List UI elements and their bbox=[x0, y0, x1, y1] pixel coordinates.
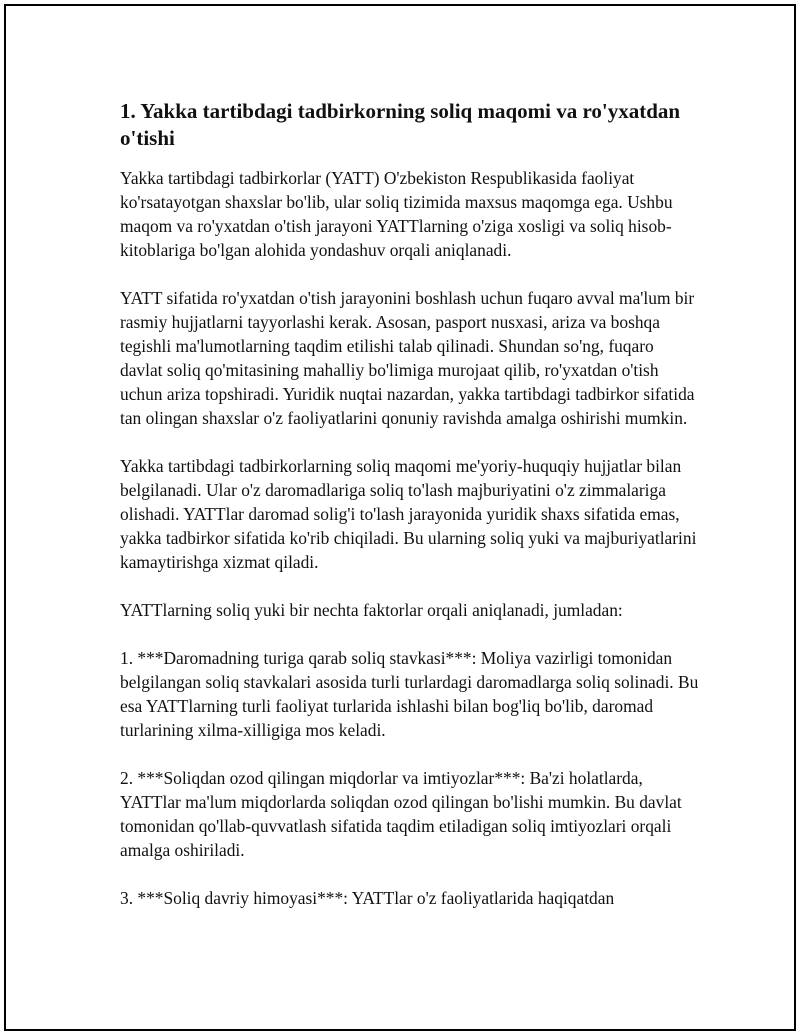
paragraph-intro: Yakka tartibdagi tadbirkorlar (YATT) O'zbekiston Respublikasida faoliyat ko'rsatayotgan shaxslar bo'lib, ular soliq tizimida maxsus maqomga ega. Ushbu maqom va ro'yxatdan o'tish jarayoni YATTlarning o'ziga xosligi va soliq hisob-kitoblariga bo'lgan alohida yondashuv orqali aniqlanadi. bbox=[120, 168, 673, 260]
list-item-periodic-protection: 3. ***Soliq davriy himoyasi***: YATTlar o'z faoliyatlarida haqiqatdan bbox=[120, 888, 615, 908]
list-item-tax-rate: 1. ***Daromadning turiga qarab soliq stavkasi***: Moliya vazirligi tomonidan belgilangan soliq stavkalari asosida turli turlardagi daromadlarga soliq solinadi. Bu esa YATTlarning turli faoliyat turlarida ishlashi bilan bog'liq bo'lib, daromad turlarining xilma-xilligiga mos keladi. bbox=[120, 648, 699, 740]
document-body bbox=[120, 98, 700, 934]
paragraph-registration: YATT sifatida ro'yxatdan o'tish jarayonini boshlash uchun fuqaro avval ma'lum bir rasmiy hujjatlarni tayyorlashi kerak. Asosan, pasport nusxasi, ariza va boshqa tegishli ma'lumotlarning taqdim etilishi talab qilinadi. Shundan so'ng, fuqaro davlat soliq qo'mitasining mahalliy bo'limiga murojaat qilib, ro'yxatdan o'tish uchun ariza topshiradi. Yuridik nuqtai nazardan, yakka tartibdagi tadbirkor sifatida tan olingan shaxslar o'z faoliyatlarini qonuniy ravishda amalga oshirishi mumkin. bbox=[120, 288, 695, 428]
paragraph-tax-burden-intro: YATTlarning soliq yuki bir nechta faktorlar orqali aniqlanadi, jumladan: bbox=[120, 600, 623, 620]
document-page bbox=[4, 4, 796, 1031]
paragraph-tax-status: Yakka tartibdagi tadbirkorlarning soliq maqomi me'yoriy-huquqiy hujjatlar bilan belgilanadi. Ular o'z daromadlariga soliq to'lash majburiyatini o'z zimmalariga olishadi. YATTlar daromad solig'i to'lash jarayonida yuridik shaxs sifatida emas, yakka tadbirkor sifatida ko'rib chiqiladi. Bu ularning soliq yuki va majburiyatlarini kamaytirishga xizmat qiladi. bbox=[120, 456, 697, 572]
section-heading: 1. Yakka tartibdagi tadbirkorning soliq maqomi va ro'yxatdan o'tishi bbox=[120, 99, 681, 150]
list-item-exemptions: 2. ***Soliqdan ozod qilingan miqdorlar va imtiyozlar***: Ba'zi holatlarda, YATTlar ma'lum miqdorlarda soliqdan ozod qilingan bo'lishi mumkin. Bu davlat tomonidan qo'llab-quvvatlash sifatida taqdim etiladigan soliq imtiyozlari orqali amalga oshiriladi. bbox=[120, 768, 682, 860]
